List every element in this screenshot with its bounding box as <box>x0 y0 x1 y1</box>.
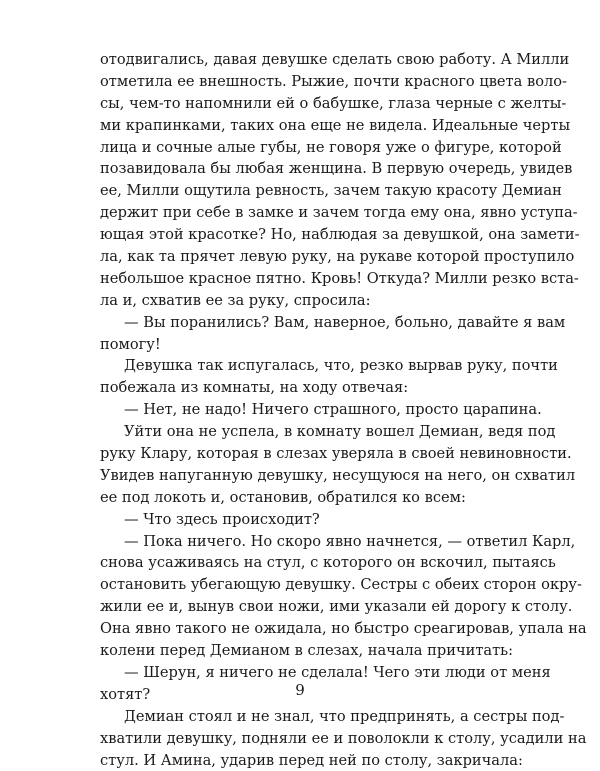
text-line: небольшое красное пятно. Кровь! Откуда? Милли резко вста- <box>100 268 504 290</box>
text-line: Девушка так испугалась, что, резко вырвав руку, почти <box>100 355 504 377</box>
text-line: помогу! <box>100 334 504 356</box>
text-line: хотят? <box>100 684 504 706</box>
text-line: ее, Милли ощутила ревность, зачем такую красоту Демиан <box>100 180 504 202</box>
text-line: руку Клару, которая в слезах уверяла в своей невиновности. <box>100 443 504 465</box>
text-line: отодвигались, давая девушке сделать свою работу. А Милли <box>100 49 504 71</box>
text-line: отметила ее внешность. Рыжие, почти красного цвета воло- <box>100 71 504 93</box>
text-line: жили ее и, вынув свои ножи, ими указали ей дорогу к столу. <box>100 596 504 618</box>
text-line: — Вы поранились? Вам, наверное, больно, давайте я вам <box>100 312 504 334</box>
text-line: стул. И Амина, ударив перед ней по столу, закричала: <box>100 750 504 771</box>
text-line: — Пока ничего. Но скоро явно начнется, — ответил Карл, <box>100 531 504 553</box>
text-line: держит при себе в замке и зачем тогда ему она, явно уступа- <box>100 202 504 224</box>
book-page <box>100 49 504 771</box>
text-line: Демиан стоял и не знал, что предпринять, а сестры под- <box>100 706 504 728</box>
text-line: ла и, схватив ее за руку, спросила: <box>100 290 504 312</box>
text-line: колени перед Демианом в слезах, начала причитать: <box>100 640 504 662</box>
text-line: ее под локоть и, остановив, обратился ко всем: <box>100 487 504 509</box>
text-line: ла, как та прячет левую руку, на рукаве которой проступило <box>100 246 504 268</box>
text-line: — Что здесь происходит? <box>100 509 504 531</box>
text-line: Увидев напуганную девушку, несущуюся на него, он схватил <box>100 465 504 487</box>
text-line: Уйти она не успела, в комнату вошел Демиан, ведя под <box>100 421 504 443</box>
text-line: ми крапинками, таких она еще не видела. Идеальные черты <box>100 115 504 137</box>
text-line: побежала из комнаты, на ходу отвечая: <box>100 377 504 399</box>
text-line: — Нет, не надо! Ничего страшного, просто царапина. <box>100 399 504 421</box>
text-line: сы, чем-то напомнили ей о бабушке, глаза черные с желты- <box>100 93 504 115</box>
page-number: 9 <box>0 680 600 700</box>
text-line: хватили девушку, подняли ее и поволокли к столу, усадили на <box>100 728 504 750</box>
text-line: — Шерун, я ничего не сделала! Чего эти люди от меня <box>100 662 504 684</box>
text-line: ющая этой красотке? Но, наблюдая за девушкой, она замети- <box>100 224 504 246</box>
text-line: снова усаживаясь на стул, с которого он вскочил, пытаясь <box>100 552 504 574</box>
text-line: остановить убегающую девушку. Сестры с обеих сторон окру- <box>100 574 504 596</box>
text-line: Она явно такого не ожидала, но быстро среагировав, упала на <box>100 618 504 640</box>
text-line: позавидовала бы любая женщина. В первую очередь, увидев <box>100 158 504 180</box>
text-line: лица и сочные алые губы, не говоря уже о фигуре, которой <box>100 137 504 159</box>
